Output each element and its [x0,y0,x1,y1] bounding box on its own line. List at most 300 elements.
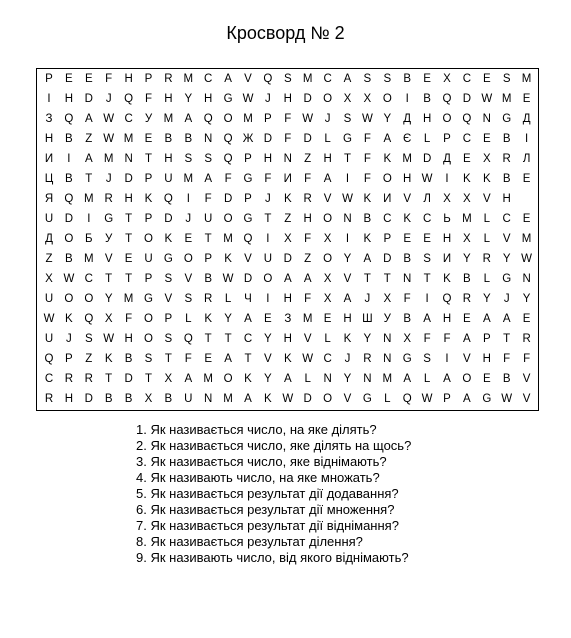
grid-letter: V [244,253,252,265]
grid-letter: M [302,73,313,85]
grid-letter: M [84,193,94,205]
grid-letter: P [144,213,153,225]
question-item: 8. Як називається результат ділення? [136,534,363,549]
grid-letter: P [204,253,213,265]
grid-letter: M [123,133,134,145]
grid-letter: X [463,193,471,205]
grid-letter: B [124,393,133,405]
grid-letter: K [343,333,352,345]
grid-letter: E [264,313,272,325]
grid-letter: O [64,233,74,245]
grid-letter: Q [243,233,253,245]
grid-letter: F [224,173,232,185]
grid-letter: H [323,153,332,165]
grid-letter: W [521,253,533,265]
grid-letter: R [104,193,113,205]
grid-letter: Q [223,133,233,145]
grid-letter: U [263,253,273,265]
grid-letter: B [463,273,471,285]
grid-letter: T [423,273,431,285]
grid-letter: M [462,213,472,225]
grid-letter: G [502,113,512,125]
grid-letter: P [45,73,53,85]
grid-letter: W [481,93,493,105]
grid-letter: A [204,173,213,185]
grid-letter: Л [522,153,531,165]
grid-letter: Z [85,353,93,365]
grid-letter: W [63,273,75,285]
grid-letter: P [144,73,153,85]
grid-letter: C [124,113,133,125]
grid-letter: K [363,193,372,205]
grid-letter: E [522,173,531,185]
grid-letter: M [302,313,313,325]
grid-letter: H [204,93,213,105]
grid-letter: P [482,333,491,345]
grid-letter: I [445,173,449,185]
question-item: 9. Як називають число, від якого віднімають? [136,550,409,565]
grid-letter: З [284,313,292,325]
grid-letter: A [363,253,372,265]
grid-letter: V [403,193,412,205]
grid-letter: M [382,373,393,385]
grid-letter: H [64,393,74,405]
grid-letter: A [383,133,392,145]
grid-letter: J [185,213,192,225]
grid-letter: H [442,233,452,245]
grid-letter: O [462,373,472,385]
grid-letter: M [223,393,233,405]
grid-letter: Z [45,253,53,265]
grid-letter: V [343,393,352,405]
grid-letter: S [343,113,352,125]
grid-letter: C [462,73,472,85]
grid-letter: V [184,273,193,285]
grid-letter: M [163,113,174,125]
grid-letter: U [44,293,54,305]
grid-letter: V [522,373,531,385]
grid-letter: S [84,333,93,345]
grid-letter: X [363,93,372,105]
grid-letter: P [244,193,252,205]
grid-letter: B [65,173,73,185]
grid-letter: O [323,93,333,105]
grid-letter: X [323,273,332,285]
grid-letter: O [382,93,392,105]
grid-letter: F [284,113,292,125]
grid-letter: S [164,333,173,345]
grid-letter: R [482,253,491,265]
grid-letter: N [283,153,292,165]
grid-letter: H [303,213,312,225]
grid-letter: B [164,133,173,145]
grid-letter: F [184,353,192,365]
grid-letter: P [65,353,73,365]
grid-letter: I [47,93,51,105]
grid-letter: L [384,393,391,405]
grid-letter: T [164,353,172,365]
grid-letter: H [403,173,412,185]
grid-letter: D [303,93,312,105]
grid-letter: A [423,313,431,325]
grid-letter: Y [383,113,392,125]
grid-letter: I [87,213,91,225]
grid-letter: Y [343,253,352,265]
grid-letter: У [383,313,391,325]
grid-letter: H [64,93,74,105]
grid-letter: T [204,333,212,345]
grid-letter: X [443,73,451,85]
grid-letter: S [423,353,431,365]
grid-letter: S [164,273,173,285]
grid-letter: M [243,113,253,125]
grid-letter: D [303,133,312,145]
grid-letter: S [502,73,511,85]
grid-letter: Д [403,113,412,125]
grid-letter: D [164,213,173,225]
page-title: Кросворд № 2 [226,23,345,43]
grid-letter: A [84,113,93,125]
grid-letter: Q [203,113,213,125]
grid-letter: N [403,273,412,285]
grid-letter: C [44,373,54,385]
grid-letter: A [502,313,511,325]
grid-letter: E [463,153,471,165]
grid-letter: V [264,353,272,365]
grid-letter: I [266,233,270,245]
grid-letter: T [105,373,113,385]
grid-letter: E [482,373,491,385]
grid-letter: O [64,293,74,305]
grid-letter: Y [184,93,193,105]
grid-letter: D [462,93,472,105]
grid-letter: Ж [242,133,254,145]
grid-letter: E [65,73,73,85]
grid-letter: M [521,233,532,245]
grid-letter: J [265,93,271,105]
grid-letter: H [283,333,292,345]
question-item: 2. Як називається число, яке ділять на щось? [136,438,412,453]
grid-letter: V [164,293,173,305]
grid-letter: C [204,73,213,85]
grid-letter: Y [482,293,491,305]
grid-letter: У [144,113,153,125]
grid-letter: T [383,273,391,285]
grid-letter: B [184,133,193,145]
grid-letter: W [302,353,314,365]
grid-letter: B [164,393,173,405]
grid-letter: T [244,353,252,365]
grid-letter: N [204,393,213,405]
grid-letter: J [503,293,510,305]
grid-letter: Z [85,133,93,145]
grid-letter: U [44,333,54,345]
grid-letter: M [183,73,194,85]
grid-letter: F [363,153,371,165]
grid-letter: B [104,393,113,405]
grid-letter: A [283,373,292,385]
grid-letter: B [502,173,511,185]
grid-letter: E [124,253,133,265]
grid-letter: Я [44,193,54,205]
grid-letter: S [363,73,372,85]
grid-letter: E [423,73,431,85]
grid-letter: A [343,293,352,305]
grid-letter: V [343,273,352,285]
grid-letter: K [363,233,372,245]
grid-letter: Y [264,373,272,385]
grid-letter: С [422,213,432,225]
grid-letter: T [144,153,153,165]
grid-letter: T [144,373,153,385]
grid-letter: L [483,213,490,225]
grid-letter: P [164,313,173,325]
grid-letter: I [425,293,429,305]
grid-letter: L [423,133,431,145]
question-item: 6. Як називається результат дії множення? [136,502,395,517]
grid-letter: V [104,253,113,265]
grid-letter: R [64,373,74,385]
grid-letter: T [224,333,232,345]
grid-letter: I [445,353,449,365]
grid-letter: C [383,213,392,225]
grid-letter: U [44,213,54,225]
grid-letter: B [363,213,372,225]
grid-letter: Q [64,193,74,205]
grid-letter: P [144,273,153,285]
grid-letter: F [523,353,531,365]
grid-letter: A [224,73,232,85]
grid-letter: V [522,393,531,405]
grid-letter: L [483,233,490,245]
grid-letter: H [283,93,292,105]
grid-letter: W [501,393,513,405]
grid-letter: F [204,193,212,205]
grid-letter: R [204,293,213,305]
grid-letter: R [462,293,472,305]
grid-letter: N [482,113,491,125]
grid-letter: Д [443,153,451,165]
grid-letter: Ш [362,313,373,325]
grid-letter: H [263,153,273,165]
grid-letter: R [363,353,372,365]
grid-letter: X [463,233,471,245]
grid-letter: E [403,233,412,245]
grid-letter: A [244,313,252,325]
grid-letter: W [361,113,373,125]
grid-letter: Б [85,233,93,245]
grid-letter: R [502,153,511,165]
grid-letter: I [345,173,350,185]
grid-letter: Д [45,233,53,245]
grid-letter: O [263,273,273,285]
grid-letter: F [363,133,371,145]
grid-letter: E [323,313,332,325]
grid-letter: H [164,93,173,105]
grid-letter: A [343,73,352,85]
grid-letter: L [423,373,431,385]
grid-letter: H [442,313,452,325]
grid-letter: M [402,153,412,165]
grid-letter: X [283,233,292,245]
grid-letter: P [244,153,252,165]
grid-letter: Y [104,293,113,305]
grid-letter: T [264,213,272,225]
grid-letter: K [164,233,173,245]
grid-letter: O [323,253,333,265]
grid-letter: C [323,353,332,365]
grid-letter: K [283,193,292,205]
grid-letter: S [184,153,193,165]
grid-letter: Q [442,293,452,305]
grid-letter: B [403,253,412,265]
grid-letter: H [44,133,54,145]
grid-letter: F [144,93,153,105]
grid-letter: L [185,313,192,325]
grid-letter: S [144,353,153,365]
grid-letter: H [124,333,133,345]
grid-letter: D [223,193,233,205]
grid-letter: T [105,273,113,285]
grid-letter: B [502,373,511,385]
grid-letter: Y [463,253,471,265]
grid-letter: И [442,253,452,265]
grid-letter: V [323,193,332,205]
grid-letter: B [124,353,133,365]
grid-letter: G [163,253,173,265]
grid-letter: Q [163,193,173,205]
grid-letter: F [403,293,411,305]
grid-letter: J [324,113,331,125]
grid-letter: K [264,393,272,405]
grid-letter: A [283,273,292,285]
grid-letter: H [422,113,432,125]
grid-letter: A [184,373,193,385]
grid-letter: Л [423,193,431,205]
grid-letter: C [243,333,253,345]
grid-letter: U [184,393,193,405]
grid-letter: Q [462,113,472,125]
grid-letter: D [84,93,93,105]
grid-letter: T [125,273,133,285]
grid-letter: P [443,393,451,405]
grid-letter: F [284,133,292,145]
grid-letter: X [443,193,451,205]
grid-letter: S [184,293,193,305]
grid-letter: Y [502,253,511,265]
grid-letter: I [186,193,190,205]
grid-letter: O [183,253,193,265]
grid-letter: Y [522,293,531,305]
grid-letter: W [103,113,115,125]
grid-letter: E [522,313,531,325]
grid-letter: R [303,193,312,205]
grid-letter: L [324,333,331,345]
grid-letter: K [204,313,213,325]
question-item: 1. Як називається число, на яке ділять? [136,422,377,437]
grid-letter: F [363,173,371,185]
grid-letter: Z [304,153,312,165]
grid-letter: I [266,293,270,305]
grid-letter: R [84,373,93,385]
grid-letter: O [223,373,233,385]
grid-letter: O [442,113,452,125]
grid-letter: X [45,273,53,285]
grid-letter: T [363,273,371,285]
grid-letter: D [422,153,432,165]
grid-letter: O [84,293,94,305]
grid-letter: R [164,73,173,85]
grid-letter: У [105,233,113,245]
grid-letter: З [45,113,53,125]
grid-letter: F [304,293,312,305]
grid-letter: B [65,253,73,265]
grid-letter: K [383,153,392,165]
grid-letter: Q [442,93,452,105]
grid-letter: K [403,213,412,225]
grid-letter: E [204,353,213,365]
grid-letter: D [283,253,292,265]
grid-letter: V [482,193,491,205]
grid-letter: H [164,153,173,165]
grid-letter: H [283,293,292,305]
grid-letter: F [503,353,511,365]
grid-letter: H [482,353,491,365]
grid-letter: D [263,133,273,145]
grid-letter: H [502,193,511,205]
grid-letter: G [243,213,253,225]
grid-letter: X [323,293,332,305]
grid-letter: Z [284,213,292,225]
grid-letter: E [423,233,431,245]
grid-letter: M [203,373,213,385]
grid-letter: E [482,133,491,145]
grid-letter: O [223,113,233,125]
grid-letter: X [323,233,332,245]
grid-letter: Y [224,313,232,325]
grid-letter: X [104,313,113,325]
grid-letter: C [323,73,332,85]
grid-letter: P [264,113,272,125]
grid-letter: B [502,133,511,145]
grid-letter: M [123,293,134,305]
grid-letter: F [125,313,133,325]
grid-letter: M [223,233,233,245]
grid-letter: E [184,233,193,245]
grid-letter: F [105,73,113,85]
grid-letter: L [483,273,490,285]
grid-letter: I [67,153,71,165]
grid-letter: O [223,213,233,225]
grid-letter: B [423,93,431,105]
grid-letter: T [204,233,212,245]
grid-letter: W [282,393,294,405]
grid-letter: X [343,93,352,105]
grid-letter: F [304,173,312,185]
grid-letter: T [503,333,511,345]
grid-letter: D [84,393,93,405]
grid-letter: T [125,233,133,245]
grid-letter: W [222,273,234,285]
grid-letter: W [342,193,353,205]
question-item: 3. Як називається число, яке віднімають? [136,454,387,469]
grid-letter: Y [363,333,372,345]
grid-letter: W [421,393,433,405]
grid-letter: K [65,313,73,325]
grid-letter: V [463,353,471,365]
grid-letter: I [405,93,409,105]
grid-letter: P [383,233,392,245]
